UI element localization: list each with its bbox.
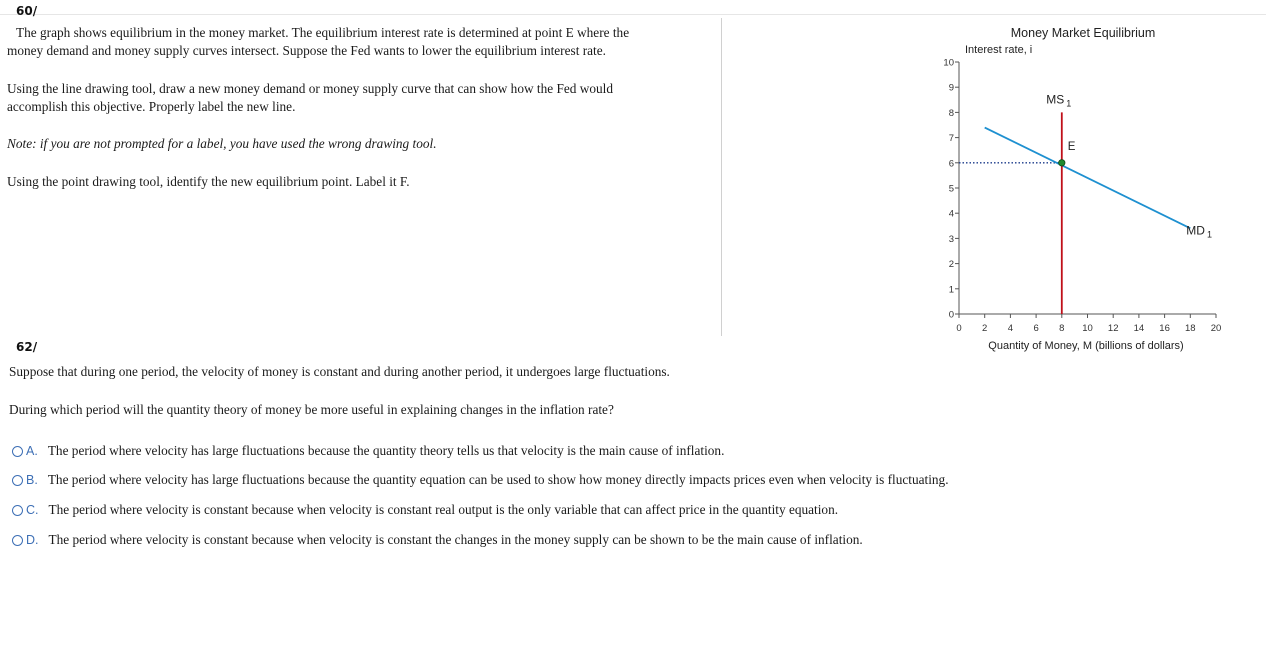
x-tick-label: 8 <box>1059 323 1065 334</box>
radio-button-icon[interactable] <box>12 475 23 486</box>
x-tick-label: 6 <box>1033 323 1039 334</box>
x-tick-label: 12 <box>1107 323 1119 334</box>
question-60-point-instruction: Using the point drawing tool, identify the new equilibrium point. Label it F. <box>7 174 410 189</box>
x-tick-label: 10 <box>1082 323 1093 334</box>
y-tick-label: 6 <box>948 158 954 170</box>
equilibrium-label: E <box>1067 140 1076 153</box>
y-tick-label: 0 <box>948 309 954 321</box>
option-letter: B. <box>26 473 38 487</box>
chart-series <box>985 112 1191 314</box>
y-tick-label: 9 <box>948 82 954 94</box>
option-letter: A. <box>26 444 38 458</box>
answer-option-c[interactable] <box>12 500 838 520</box>
x-tick-label: 16 <box>1159 323 1170 334</box>
option-text: The period where velocity is constant because when velocity is constant real output is the only variable that can affect price in the quantity equation. <box>48 502 839 517</box>
x-tick-label: 18 <box>1185 323 1196 334</box>
answer-option-b[interactable] <box>12 470 949 490</box>
answer-option-d[interactable] <box>12 530 863 550</box>
option-text: The period where velocity is constant because when velocity is constant the changes in the money supply can be shown to be the main cause of inflation. <box>48 532 863 547</box>
y-tick-label: 1 <box>948 284 954 296</box>
option-text: The period where velocity has large fluctuations because the quantity theory tells us that velocity is the main cause of inflation. <box>47 443 725 458</box>
question-60-note: Note: if you are not prompted for a label, you have used the wrong drawing tool. <box>7 136 437 151</box>
chart-axes <box>943 58 1221 335</box>
option-letter: C. <box>26 503 39 517</box>
curve-label-md: MD $_1$ <box>1186 223 1212 240</box>
chart-title: Money Market Equilibrium <box>1010 26 1156 40</box>
question-60-instruction-line-1: Using the line drawing tool, draw a new money demand or money supply curve that can show how the Fed would <box>7 81 613 96</box>
y-tick-label: 3 <box>948 233 954 245</box>
option-text: The period where velocity has large fluctuations because the quantity equation can be used to show how money directly impacts prices even when velocity is fluctuating. <box>47 472 949 487</box>
equilibrium-point-e <box>1059 160 1065 166</box>
x-tick-label: 20 <box>1210 323 1222 334</box>
answer-option-a[interactable] <box>12 441 724 461</box>
radio-button-icon[interactable] <box>12 446 23 457</box>
curve-label-ms: MS $_1$ <box>1046 92 1072 109</box>
y-tick-label: 10 <box>943 57 954 69</box>
question-60-number: 60/ <box>16 4 38 18</box>
question-62-prompt: Suppose that during one period, the velocity of money is constant and during another period, it undergoes large fluctuations. <box>9 364 670 379</box>
x-tick-label: 2 <box>982 323 988 334</box>
question-60-prompt-line-2: money demand and money supply curves intersect. Suppose the Fed wants to lower the equilibrium interest rate. <box>7 43 606 58</box>
question-60-prompt-line-1: The graph shows equilibrium in the money market. The equilibrium interest rate is determined at point E where the <box>16 25 630 40</box>
curve-md <box>985 128 1191 229</box>
chart-y-axis-label: Interest rate, i <box>965 44 1033 56</box>
question-62-question: During which period will the quantity theory of money be more useful in explaining changes in the inflation rate? <box>9 402 614 417</box>
x-tick-label: 14 <box>1133 323 1145 334</box>
y-tick-label: 2 <box>948 259 954 271</box>
y-tick-label: 4 <box>948 208 954 220</box>
question-60-instruction-line-2: accomplish this objective. Properly label the new line. <box>7 99 296 114</box>
chart-x-axis-label: Quantity of Money, M (billions of dollars) <box>988 340 1184 352</box>
y-tick-label: 7 <box>948 133 954 145</box>
y-tick-label: 5 <box>948 183 954 195</box>
radio-button-icon[interactable] <box>12 535 23 546</box>
question-62-number: 62/ <box>16 340 38 354</box>
radio-button-icon[interactable] <box>12 505 23 516</box>
option-letter: D. <box>26 533 39 547</box>
y-tick-label: 8 <box>948 107 954 119</box>
x-tick-label: 0 <box>956 323 962 334</box>
chart-curve-labels <box>1046 92 1212 239</box>
x-tick-label: 4 <box>1007 323 1014 334</box>
